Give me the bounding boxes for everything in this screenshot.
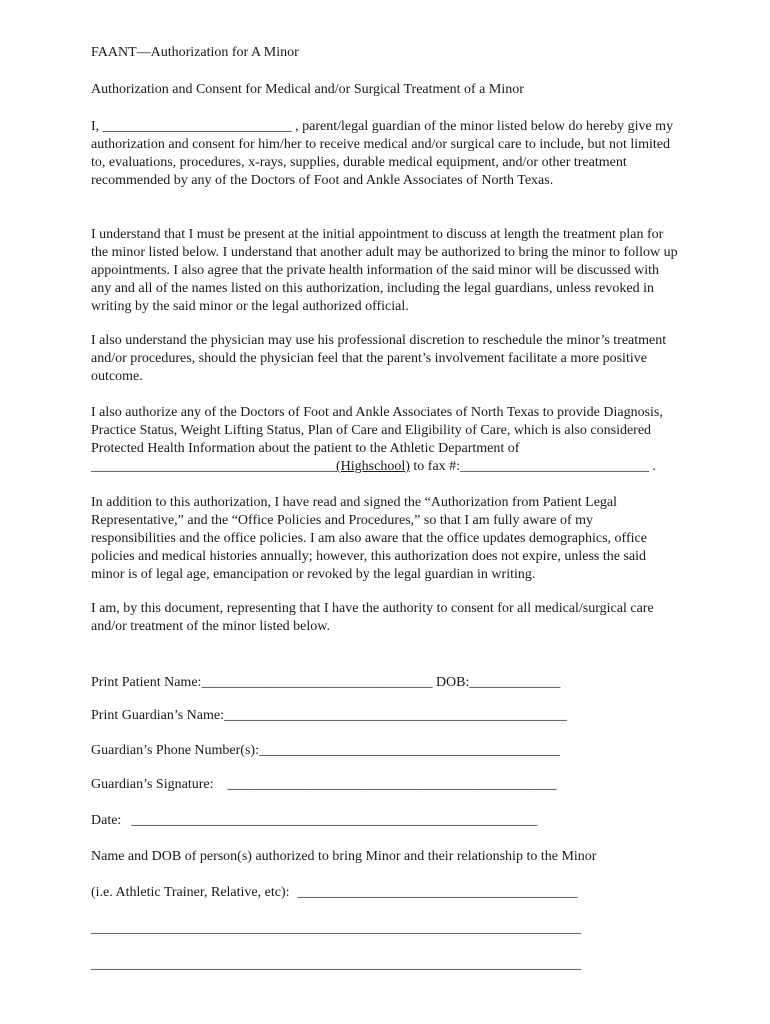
fax-blank[interactable]: ___________________________: [460, 459, 650, 474]
guardian-phone-field[interactable]: ___________________________________________: [258, 743, 560, 758]
date-field[interactable]: __________________________________________________________: [131, 813, 538, 828]
patient-name-label: Print Patient Name:: [91, 675, 202, 690]
authorized-example-field[interactable]: ________________________________________: [297, 885, 578, 900]
authorized-example-label: (i.e. Athletic Trainer, Relative, etc):: [91, 885, 290, 900]
guardian-signature-row: [91, 776, 556, 794]
guardian-name-label: Print Guardian’s Name:: [91, 708, 224, 723]
date-label: Date:: [91, 813, 122, 828]
paragraph-consent: [91, 118, 681, 190]
patient-name-row: [91, 674, 560, 692]
paragraph-appointment: I understand that I must be present at the initial appointment to discuss at length the treatment plan for the minor listed below. I understand that another adult may be authorized to bring the minor to follow up appointments. I also agree that the private health information of the said minor will be discussed with any and all of the names listed on this authorization, including the legal guardians, unless revoked in writing by the said minor or the legal authorized official.: [91, 227, 678, 314]
consent-body: , parent/legal guardian of the minor listed below do hereby give my authorization and consent for him/her to receive medical and/or surgical care to include, but not limited to, evaluations, procedures, x-rays, supplies, durable medical equipment, and/or other treatment recommended by any of the Doctors of Foot and Ankle Associates of North Texas.: [91, 119, 674, 188]
authorized-person-line-1[interactable]: ______________________________________________________________________: [91, 921, 581, 936]
guardian-phone-row: [91, 742, 560, 760]
guardian-name-field[interactable]: _________________________________________________: [223, 708, 567, 723]
paragraph-authority: I am, by this document, representing that I have the authority to consent for all medical/surgical care and/or treatment of the minor listed below.: [91, 601, 654, 634]
document-title: FAANT—Authorization for A Minor: [91, 45, 299, 60]
authorized-example-row: [91, 884, 578, 902]
guardian-signature-field[interactable]: _______________________________________________: [227, 777, 557, 792]
dob-label: DOB:: [432, 675, 470, 690]
dob-field[interactable]: _____________: [469, 675, 561, 690]
school-blank[interactable]: ___________________________________: [91, 459, 336, 474]
guardian-signature-label: Guardian’s Signature:: [91, 777, 214, 792]
patient-name-field[interactable]: _________________________________: [201, 675, 433, 690]
guardian-name-blank[interactable]: ___________________________: [102, 119, 292, 134]
guardian-phone-label: Guardian’s Phone Number(s):: [91, 743, 259, 758]
authorized-persons-heading: Name and DOB of person(s) authorized to bring Minor and their relationship to the Minor: [91, 849, 597, 864]
paragraph-athletic-department: I also authorize any of the Doctors of Foot and Ankle Associates of North Texas to provide Diagnosis, Practice Status, Weight Lifting Status, Plan of Care and Eligibility of Care, which is also considered Protected Health Information about the patient to the Athletic Department of: [91, 405, 663, 456]
guardian-name-row: [91, 707, 567, 725]
athletic-department-line: [91, 458, 656, 476]
highschool-label: (Highschool): [336, 459, 410, 474]
paragraph-physician-discretion: I also understand the physician may use his professional discretion to reschedule the minor’s treatment and/or procedures, should the physician feel that the parent’s involvement facilitate a more positive outcome.: [91, 333, 667, 384]
date-row: [91, 812, 537, 830]
paragraph-policies: In addition to this authorization, I have read and signed the “Authorization from Patient Legal Representative,” and the “Office Policies and Procedures,” so that I am fully aware of my responsibilities and the office policies. I am also aware that the office updates demographics, office policies and medical histories annually; however, this authorization does not expire, unless the said minor is of legal age, emancipation or revoked by the legal guardian in writing.: [91, 495, 647, 582]
fax-label: to fax #:: [409, 459, 461, 474]
consent-prefix: I,: [91, 119, 103, 134]
fax-end: .: [649, 459, 657, 474]
document-subtitle: Authorization and Consent for Medical and/or Surgical Treatment of a Minor: [91, 82, 524, 97]
authorized-person-line-2[interactable]: ______________________________________________________________________: [91, 957, 581, 972]
